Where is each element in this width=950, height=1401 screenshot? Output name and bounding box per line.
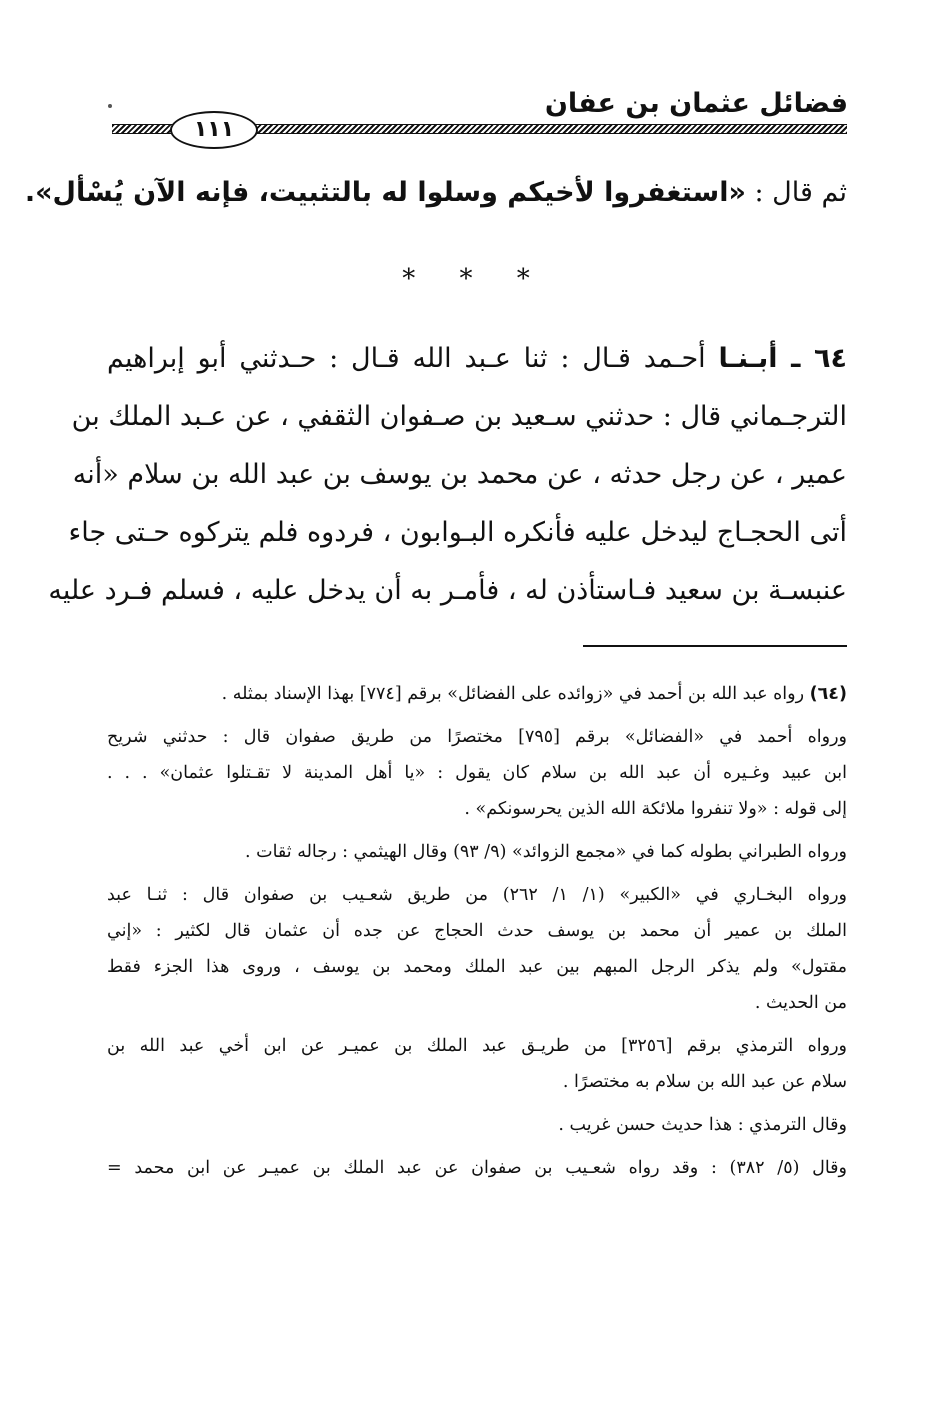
main-text-line: الترجـماني قال : حدثني سـعيد بن صـفوان الثقفي ، عن عـبد الملك بن	[71, 401, 847, 432]
footnote-line: من الحديث .	[754, 993, 847, 1013]
running-header-title: فضائل عثمان بن عفان	[544, 88, 848, 119]
quote-prefix: ثم قال :	[754, 177, 847, 208]
footnote-line: إلى قوله : «ولا تنفروا ملائكة الله الذين يحرسونكم» .	[464, 799, 847, 819]
footnote-line: وقال (٥/ ٣٨٢) : وقد رواه شعـيب بن صفوان عن عبد الملك بن عميـر عن ابن محمد =	[107, 1158, 847, 1178]
footnote-line: سلام عن عبد الله بن سلام به مختصرًا .	[562, 1072, 847, 1092]
hadith-paragraph	[48, 330, 847, 620]
footnote-line: ورواه الطبراني بطوله كما في «مجمع الزوائد» (٩/ ٩٣) وقال الهيثمي : رجاله ثقات .	[245, 842, 847, 862]
quote-text: «استغفروا لأخيكم وسلوا له بالتثبيت، فإنه الآن يُسْأل».	[24, 177, 746, 208]
main-text-line: عمير ، عن رجل حدثه ، عن محمد بن يوسف بن عبد الله بن سلام «أنه	[72, 459, 847, 490]
main-text-line: أتى الحجـاج ليدخل عليه فأنكره البـوابون ، فردوه فلم يتركوه حـتى جاء	[68, 517, 847, 548]
section-separator-stars: * * *	[402, 264, 548, 294]
hadith-number: ٦٤ ـ أبـنـا	[718, 343, 847, 374]
footnote-number: (٦٤)	[809, 684, 847, 704]
footnote	[107, 676, 847, 712]
main-text-line-content: أحـمد قـال : ثنا عـبد الله قـال : حـدثني أبو إبراهيم	[107, 343, 706, 374]
main-text-line: عنبسـة بن سعيد فـاستأذن له ، فأمـر به أن يدخل عليه ، فسلم فـرد عليه	[48, 575, 847, 606]
footnote-line: ورواه أحمد في «الفضائل» برقم [٧٩٥] مختصرًا من طريق صفوان قال : حدثني شريح	[107, 727, 847, 747]
footnote	[107, 1107, 847, 1143]
page-number: ١١١	[170, 111, 258, 149]
footnote	[107, 1028, 847, 1100]
footnote-line: مقتول» ولم يذكر الرجل المبهم بين عبد الملك ومحمد بن يوسف ، وروى هذا الجزء فقط	[107, 957, 847, 977]
footnote-line: الملك بن عمير أن محمد بن يوسف حدث الحجاج عن جده أن عثمان قال لكثير : «إني	[107, 921, 847, 941]
footnote-separator	[583, 645, 847, 647]
footnote-line-text: رواه عبد الله بن أحمد في «زوائده على الفضائل» برقم [٧٧٤] بهذا الإسناد بمثله .	[221, 684, 805, 704]
footnote-line: وقال الترمذي : هذا حديث حسن غريب .	[558, 1115, 847, 1135]
footnotes	[107, 676, 847, 1193]
footnote	[107, 1150, 847, 1186]
footnote	[107, 834, 847, 870]
footnote-line: ورواه الترمذي برقم [٣٢٥٦] من طريـق عبد الملك بن عميـر عن ابن أخي عبد الله بن	[107, 1036, 847, 1056]
footnote	[107, 877, 847, 1021]
main-text-line	[107, 330, 847, 388]
footnote-line: ابن عبيد وغـيره أن عبد الله بن سلام كان يقول : «يا أهل المدينة لا تقـتلوا عثمان» . . .	[107, 763, 847, 783]
footnote-line	[107, 676, 847, 712]
print-mark	[108, 104, 112, 108]
footnote-line: ورواه البخـاري في «الكبير» (١/ ١/ ٢٦٢) من طريق شعـيب بن صفوان قال : ثنـا عبد	[107, 885, 847, 905]
footnote	[107, 719, 847, 827]
closing-quote-paragraph	[24, 177, 847, 208]
